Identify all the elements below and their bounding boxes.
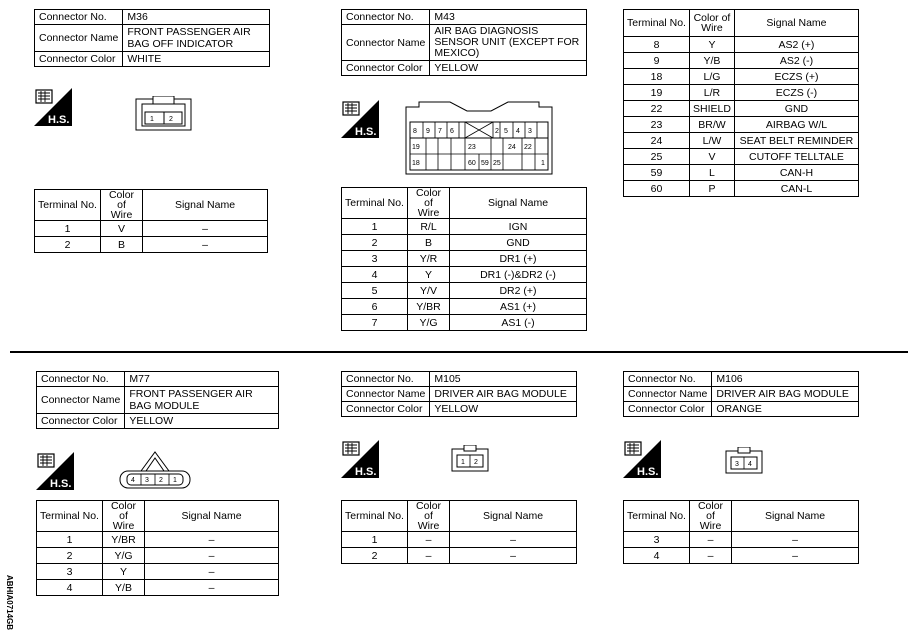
- table-row: [342, 532, 577, 548]
- table-cell: –: [450, 548, 577, 564]
- hs-label: H.S.: [48, 114, 70, 126]
- table-cell: 3: [624, 532, 690, 548]
- table-cell: 19: [624, 85, 690, 101]
- table-row: [624, 53, 859, 69]
- table-cell: 1: [342, 532, 408, 548]
- connector-name-label: Connector Name: [342, 25, 430, 61]
- table-header-row: [35, 190, 268, 221]
- table-cell: ORANGE: [712, 402, 859, 417]
- table-cell: P: [690, 181, 735, 197]
- table-cell: Signal Name: [732, 501, 859, 532]
- table-cell: Connector No.: [37, 372, 125, 387]
- table-cell: CUTOFF TELLTALE: [734, 149, 858, 165]
- table-cell: Y/B: [690, 53, 735, 69]
- pin-label: H.S.: [355, 126, 377, 138]
- table-cell: Connector Name: [624, 387, 712, 402]
- table-header-row: [342, 188, 587, 219]
- hs-connector-icon: [341, 100, 379, 138]
- signal-name-header: Signal Name: [143, 190, 268, 221]
- table-cell: 1: [37, 532, 103, 548]
- m77-connector-info: [36, 371, 279, 429]
- table-cell: 4: [37, 580, 103, 596]
- table-cell: –: [143, 221, 268, 237]
- table-cell: R/L: [408, 219, 450, 235]
- pin-label: 59: [481, 160, 489, 167]
- figure-code: ABHIA0714GB: [5, 574, 15, 631]
- pin-label: H.S.: [50, 478, 72, 490]
- connector-color-value: YELLOW: [430, 61, 587, 76]
- table-cell: –: [408, 532, 450, 548]
- wire-color-header: Color of Wire: [690, 10, 735, 37]
- m105-terminal-table: [341, 500, 577, 564]
- table-cell: DR1 (-)&DR2 (-): [450, 267, 587, 283]
- connector-no-value: M43: [430, 10, 587, 25]
- section-divider: [10, 351, 908, 353]
- table-cell: –: [145, 580, 279, 596]
- terminal-no-header: Terminal No.: [342, 188, 408, 219]
- table-header-row: [342, 387, 577, 402]
- connector-color-value: WHITE: [123, 52, 270, 67]
- table-cell: CAN-L: [734, 181, 858, 197]
- table-row: [624, 548, 859, 564]
- table-row: [35, 237, 268, 253]
- hs-connector-icon: [623, 440, 661, 478]
- table-cell: Connector Color: [624, 402, 712, 417]
- hs-connector-icon: [34, 88, 72, 126]
- table-cell: Y/B: [103, 580, 145, 596]
- table-row: [624, 149, 859, 165]
- table-cell: 22: [624, 101, 690, 117]
- table-cell: Y: [408, 267, 450, 283]
- table-row: [342, 219, 587, 235]
- table-cell: Y: [690, 37, 735, 53]
- table-cell: BR/W: [690, 117, 735, 133]
- table-cell: Color of Wire: [690, 501, 732, 532]
- table-cell: DRIVER AIR BAG MODULE: [712, 387, 859, 402]
- pin-label: 9: [426, 128, 430, 135]
- table-header-row: [35, 10, 270, 25]
- table-cell: Y/V: [408, 283, 450, 299]
- signal-name-header: Signal Name: [734, 10, 858, 37]
- table-cell: Y/G: [103, 548, 145, 564]
- table-cell: Color of Wire: [408, 501, 450, 532]
- table-cell: –: [145, 564, 279, 580]
- table-cell: B: [408, 235, 450, 251]
- table-cell: DRIVER AIR BAG MODULE: [430, 387, 577, 402]
- hs-connector-icon: [36, 452, 74, 490]
- table-row: [37, 548, 279, 564]
- signal-name-header: Signal Name: [450, 188, 587, 219]
- table-cell: IGN: [450, 219, 587, 235]
- table-header-row: [342, 402, 577, 417]
- pin-label: H.S.: [637, 466, 659, 478]
- table-row: [624, 181, 859, 197]
- table-row: [624, 133, 859, 149]
- pin-label: 60: [468, 160, 476, 167]
- table-cell: SEAT BELT REMINDER: [734, 133, 858, 149]
- table-cell: YELLOW: [430, 402, 577, 417]
- table-row: [342, 283, 587, 299]
- table-cell: Connector No.: [342, 372, 430, 387]
- table-cell: –: [408, 548, 450, 564]
- table-cell: DR1 (+): [450, 251, 587, 267]
- table-header-row: [37, 501, 279, 532]
- m105-connector-face-diagram: [451, 445, 489, 472]
- table-row: [35, 221, 268, 237]
- table-cell: CAN-H: [734, 165, 858, 181]
- table-cell: 2: [342, 548, 408, 564]
- table-cell: 1: [342, 219, 408, 235]
- table-cell: Signal Name: [145, 501, 279, 532]
- connector-name-value: AIR BAG DIAGNOSIS SENSOR UNIT (EXCEPT FOR MEXICO): [430, 25, 587, 61]
- table-cell: 2: [35, 237, 101, 253]
- table-header-row: [342, 61, 587, 76]
- table-row: [342, 548, 577, 564]
- table-cell: ECZS (-): [734, 85, 858, 101]
- table-row: [624, 69, 859, 85]
- table-row: [624, 37, 859, 53]
- table-row: [37, 532, 279, 548]
- table-cell: ECZS (+): [734, 69, 858, 85]
- table-cell: 23: [624, 117, 690, 133]
- m43-terminal-table-continued: [623, 9, 859, 197]
- pin-label: 6: [450, 128, 454, 135]
- pin-label: 4: [131, 477, 135, 484]
- table-cell: –: [145, 548, 279, 564]
- table-row: [37, 580, 279, 596]
- table-cell: 2: [342, 235, 408, 251]
- table-cell: Connector No.: [624, 372, 712, 387]
- wire-color-header: Color of Wire: [408, 188, 450, 219]
- table-header-row: [624, 501, 859, 532]
- m36-terminal-table: [34, 189, 268, 253]
- pin-label: 4: [748, 461, 752, 468]
- table-cell: Terminal No.: [342, 501, 408, 532]
- table-row: [342, 251, 587, 267]
- table-cell: GND: [450, 235, 587, 251]
- pin-label: 18: [412, 160, 420, 167]
- table-cell: Connector Color: [37, 414, 125, 429]
- table-row: [624, 532, 859, 548]
- pin-label: H.S.: [355, 466, 377, 478]
- table-cell: Terminal No.: [624, 501, 690, 532]
- table-cell: 3: [342, 251, 408, 267]
- pin-label: 2: [495, 128, 499, 135]
- table-cell: V: [690, 149, 735, 165]
- table-row: [624, 101, 859, 117]
- table-cell: 9: [624, 53, 690, 69]
- table-cell: –: [143, 237, 268, 253]
- table-cell: 4: [624, 548, 690, 564]
- table-cell: 2: [37, 548, 103, 564]
- table-cell: –: [145, 532, 279, 548]
- table-cell: Y/R: [408, 251, 450, 267]
- table-row: [624, 165, 859, 181]
- table-cell: –: [732, 548, 859, 564]
- table-cell: Y: [103, 564, 145, 580]
- table-cell: Signal Name: [450, 501, 577, 532]
- table-cell: 7: [342, 315, 408, 331]
- table-cell: V: [101, 221, 143, 237]
- table-cell: B: [101, 237, 143, 253]
- table-cell: 8: [624, 37, 690, 53]
- table-cell: –: [690, 548, 732, 564]
- table-cell: YELLOW: [125, 414, 279, 429]
- table-cell: Connector Name: [342, 387, 430, 402]
- table-header-row: [35, 52, 270, 67]
- pin-label: 23: [468, 144, 476, 151]
- table-header-row: [342, 10, 587, 25]
- table-cell: Y/G: [408, 315, 450, 331]
- table-row: [624, 85, 859, 101]
- pin-label: 5: [504, 128, 508, 135]
- table-cell: M77: [125, 372, 279, 387]
- pin-label: 8: [413, 128, 417, 135]
- m77-terminal-table: [36, 500, 279, 596]
- table-cell: L: [690, 165, 735, 181]
- table-cell: L/G: [690, 69, 735, 85]
- table-cell: 4: [342, 267, 408, 283]
- pin-label: 3: [735, 461, 739, 468]
- table-cell: 18: [624, 69, 690, 85]
- table-header-row: [342, 501, 577, 532]
- m106-connector-info: [623, 371, 859, 417]
- table-cell: –: [732, 532, 859, 548]
- table-cell: 1: [35, 221, 101, 237]
- table-header-row: [624, 10, 859, 37]
- pin-label: 3: [145, 477, 149, 484]
- table-cell: 60: [624, 181, 690, 197]
- pin-label: 2: [169, 116, 173, 123]
- m43-connector-info: [341, 9, 587, 76]
- table-cell: M106: [712, 372, 859, 387]
- table-cell: L/R: [690, 85, 735, 101]
- table-header-row: [624, 387, 859, 402]
- m106-terminal-table: [623, 500, 859, 564]
- table-cell: L/W: [690, 133, 735, 149]
- table-cell: 24: [624, 133, 690, 149]
- pin-label: 1: [173, 477, 177, 484]
- table-cell: DR2 (+): [450, 283, 587, 299]
- connector-name-value: FRONT PASSENGER AIR BAG OFF INDICATOR: [123, 25, 270, 52]
- table-header-row: [37, 372, 279, 387]
- pin-label: 4: [516, 128, 520, 135]
- table-cell: 59: [624, 165, 690, 181]
- m106-connector-face-diagram: [725, 447, 763, 474]
- table-cell: –: [450, 532, 577, 548]
- table-row: [37, 564, 279, 580]
- m36-connector-face-diagram: [135, 96, 192, 132]
- table-cell: –: [690, 532, 732, 548]
- table-header-row: [35, 25, 270, 52]
- table-header-row: [624, 372, 859, 387]
- pin-label: 19: [412, 144, 420, 151]
- table-cell: 5: [342, 283, 408, 299]
- pin-label: 24: [508, 144, 516, 151]
- table-header-row: [624, 402, 859, 417]
- m36-connector-info: [34, 9, 270, 67]
- table-cell: AS1 (+): [450, 299, 587, 315]
- table-header-row: [37, 387, 279, 414]
- pin-label: 3: [528, 128, 532, 135]
- table-cell: Y/BR: [103, 532, 145, 548]
- table-header-row: [342, 25, 587, 61]
- table-cell: Connector Name: [37, 387, 125, 414]
- table-header-row: [37, 414, 279, 429]
- table-cell: M105: [430, 372, 577, 387]
- table-cell: AIRBAG W/L: [734, 117, 858, 133]
- table-cell: 6: [342, 299, 408, 315]
- m43-terminal-table: [341, 187, 587, 331]
- connector-no-value: M36: [123, 10, 270, 25]
- table-row: [624, 117, 859, 133]
- table-row: [342, 315, 587, 331]
- table-cell: Terminal No.: [37, 501, 103, 532]
- hs-connector-icon: [341, 440, 379, 478]
- connector-no-label: Connector No.: [35, 10, 123, 25]
- m77-connector-face-diagram: [119, 449, 191, 489]
- table-cell: Connector Color: [342, 402, 430, 417]
- pin-label: 2: [159, 477, 163, 484]
- table-cell: AS2 (-): [734, 53, 858, 69]
- connector-no-label: Connector No.: [342, 10, 430, 25]
- pin-label: 1: [150, 116, 154, 123]
- connector-color-label: Connector Color: [35, 52, 123, 67]
- table-row: [342, 267, 587, 283]
- wire-color-header: Color of Wire: [101, 190, 143, 221]
- connector-name-label: Connector Name: [35, 25, 123, 52]
- m43-connector-face-diagram: [405, 101, 553, 175]
- table-cell: FRONT PASSENGER AIR BAG MODULE: [125, 387, 279, 414]
- table-cell: GND: [734, 101, 858, 117]
- table-cell: AS1 (-): [450, 315, 587, 331]
- terminal-no-header: Terminal No.: [624, 10, 690, 37]
- terminal-no-header: Terminal No.: [35, 190, 101, 221]
- table-cell: SHIELD: [690, 101, 735, 117]
- pin-label: 7: [438, 128, 442, 135]
- table-cell: Color of Wire: [103, 501, 145, 532]
- table-row: [342, 299, 587, 315]
- table-cell: AS2 (+): [734, 37, 858, 53]
- table-cell: Y/BR: [408, 299, 450, 315]
- pin-label: 25: [493, 160, 501, 167]
- table-row: [342, 235, 587, 251]
- pin-label: 1: [541, 160, 545, 167]
- pin-label: 22: [524, 144, 532, 151]
- table-cell: 3: [37, 564, 103, 580]
- pin-label: 2: [474, 459, 478, 466]
- pin-label: 1: [461, 459, 465, 466]
- connector-color-label: Connector Color: [342, 61, 430, 76]
- table-cell: 25: [624, 149, 690, 165]
- m105-connector-info: [341, 371, 577, 417]
- table-header-row: [342, 372, 577, 387]
